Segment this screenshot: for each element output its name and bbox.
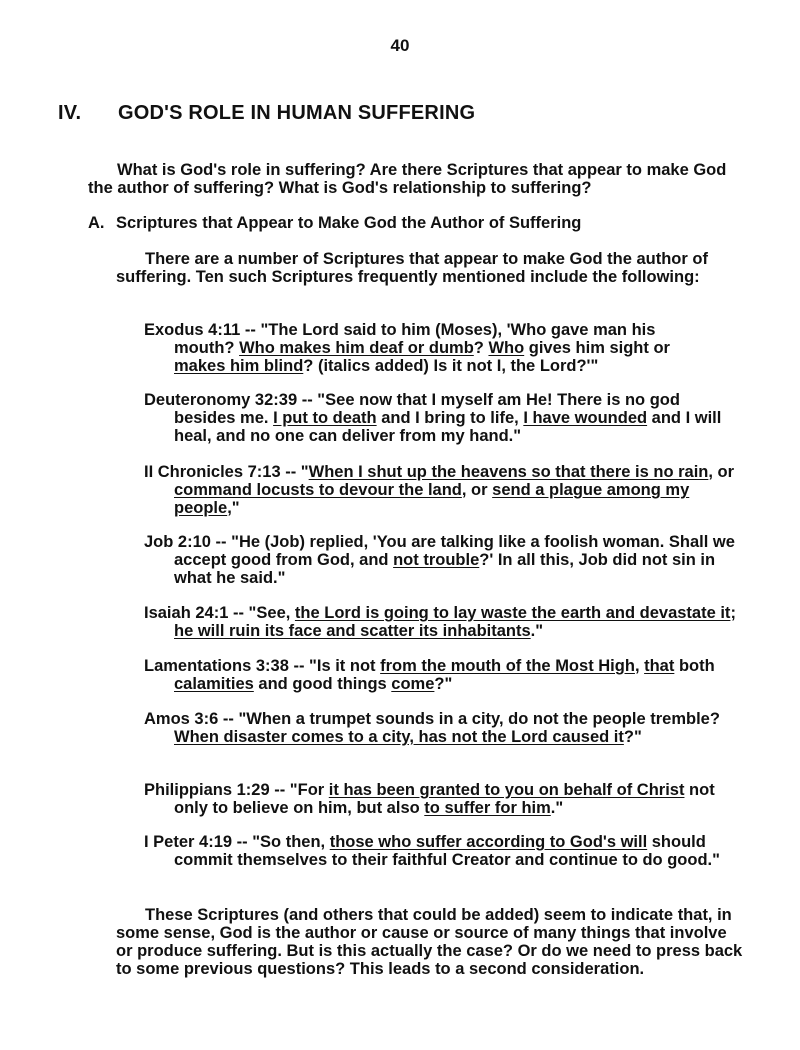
scripture-reference	[144, 657, 738, 693]
reference-citation: I Peter 4:19	[144, 833, 233, 851]
reference-citation: Lamentations 3:38	[144, 657, 289, 675]
underlined-text: When I shut up the heavens so that there is no rain	[308, 463, 709, 481]
reference-text: -- "	[285, 463, 309, 481]
scripture-reference	[144, 533, 738, 587]
underlined-text: those who suffer according to God's will	[329, 833, 648, 851]
reference-citation: II Chronicles 7:13	[144, 463, 281, 481]
underlined-text: it has been granted to you on behalf of Christ	[328, 781, 685, 799]
reference-text: ?"	[434, 675, 453, 693]
scripture-reference	[144, 710, 738, 746]
reference-text: and good things	[253, 675, 392, 693]
reference-text: -- "For	[274, 781, 329, 799]
reference-text: -- "The Lord said to him (Moses), 'Who gave man his	[244, 321, 656, 339]
reference-text: , or	[708, 463, 735, 481]
intro-paragraph: What is God's role in suffering? Are there Scriptures that appear to make God the author of suffering? What is God's relationship to suffering?	[88, 161, 727, 197]
reference-continuation	[144, 339, 738, 357]
reference-continuation	[144, 357, 738, 375]
reference-citation: Job 2:10	[144, 533, 211, 551]
reference-text: ?	[473, 339, 489, 357]
scripture-reference	[144, 463, 738, 517]
underlined-text: When disaster comes to a city, has not the Lord caused it	[174, 728, 624, 746]
subsection-letter: A.	[88, 214, 105, 232]
scripture-reference	[144, 604, 738, 640]
reference-text: ."	[530, 622, 544, 640]
reference-text: , or	[461, 481, 493, 499]
reference-text: -- "So then,	[236, 833, 330, 851]
underlined-text: send a plague among my people	[174, 481, 690, 517]
section-title: GOD'S ROLE IN HUMAN SUFFERING	[118, 102, 476, 124]
underlined-text: command locusts to devour the land	[174, 481, 462, 499]
section-number: IV.	[58, 102, 82, 124]
subsection-heading	[88, 214, 581, 232]
underlined-text: calamities	[174, 675, 254, 693]
reference-citation: Deuteronomy 32:39	[144, 391, 298, 409]
underlined-text: makes him blind	[174, 357, 304, 375]
underlined-text: to suffer for him	[424, 799, 551, 817]
reference-text: -- "He (Job) replied, 'You are talking like a foolish woman. Shall we accept good from God, and	[174, 533, 735, 569]
reference-text: not only to believe on him, but also	[174, 781, 715, 817]
reference-citation: Amos 3:6	[144, 710, 219, 728]
underlined-text: I have wounded	[523, 409, 648, 427]
reference-text: and I will heal, and no one can deliver from my hand."	[174, 409, 722, 445]
underlined-text: from the mouth of the Most High	[380, 657, 635, 675]
reference-text: ?' In all this, Job did not sin in what he said."	[174, 551, 716, 587]
reference-citation: Exodus 4:11	[144, 321, 241, 339]
reference-text: ?"	[623, 728, 642, 746]
underlined-text: not trouble	[393, 551, 480, 569]
underlined-text: Who	[488, 339, 525, 357]
scripture-reference	[144, 321, 738, 375]
reference-text: ? (italics added) Is it not I, the Lord?'"	[303, 357, 599, 375]
underlined-text: the Lord is going to lay waste the earth and devastate it	[294, 604, 731, 622]
reference-text: ,	[634, 657, 645, 675]
reference-text: gives him sight or	[524, 339, 670, 357]
reference-text: -- "See now that I myself am He! There is no god besides me.	[174, 391, 680, 427]
reference-text: -- "Is it not	[293, 657, 381, 675]
reference-text: ."	[550, 799, 564, 817]
subsection-title: Scriptures that Appear to Make God the Author of Suffering	[116, 214, 582, 232]
reference-citation: Philippians 1:29	[144, 781, 270, 799]
underlined-text: he will ruin its face and scatter its inhabitants	[174, 622, 531, 640]
reference-citation: Isaiah 24:1	[144, 604, 229, 622]
underlined-text: come	[391, 675, 435, 693]
underlined-text: Who makes him deaf or dumb	[239, 339, 474, 357]
underlined-text: I put to death	[273, 409, 377, 427]
reference-text: mouth?	[174, 339, 240, 357]
reference-text: ;	[730, 604, 736, 622]
closing-paragraph: These Scriptures (and others that could be added) seem to indicate that, in some sense, God is the author or cause or source of many things that involve or produce suffering. But is this actually the case? Or do we need to press back to some previous questions? This leads to a second consideration.	[116, 906, 743, 978]
underlined-text: that	[644, 657, 675, 675]
scripture-reference	[144, 833, 738, 869]
scripture-reference	[144, 391, 738, 445]
reference-text: should commit themselves to their faithful Creator and continue to do good."	[174, 833, 720, 869]
reference-text: and I bring to life,	[376, 409, 524, 427]
section-heading	[58, 104, 475, 122]
reference-text: -- "See,	[232, 604, 295, 622]
reference-text: ,"	[227, 499, 240, 517]
subsection-intro-paragraph: There are a number of Scriptures that appear to make God the author of suffering. Ten such Scriptures frequently mentioned include the following:	[116, 250, 708, 286]
page-number: 40	[390, 36, 410, 55]
reference-text: -- "When a trumpet sounds in a city, do not the people tremble?	[222, 710, 720, 728]
reference-text: both	[674, 657, 715, 675]
scripture-reference	[144, 781, 738, 817]
